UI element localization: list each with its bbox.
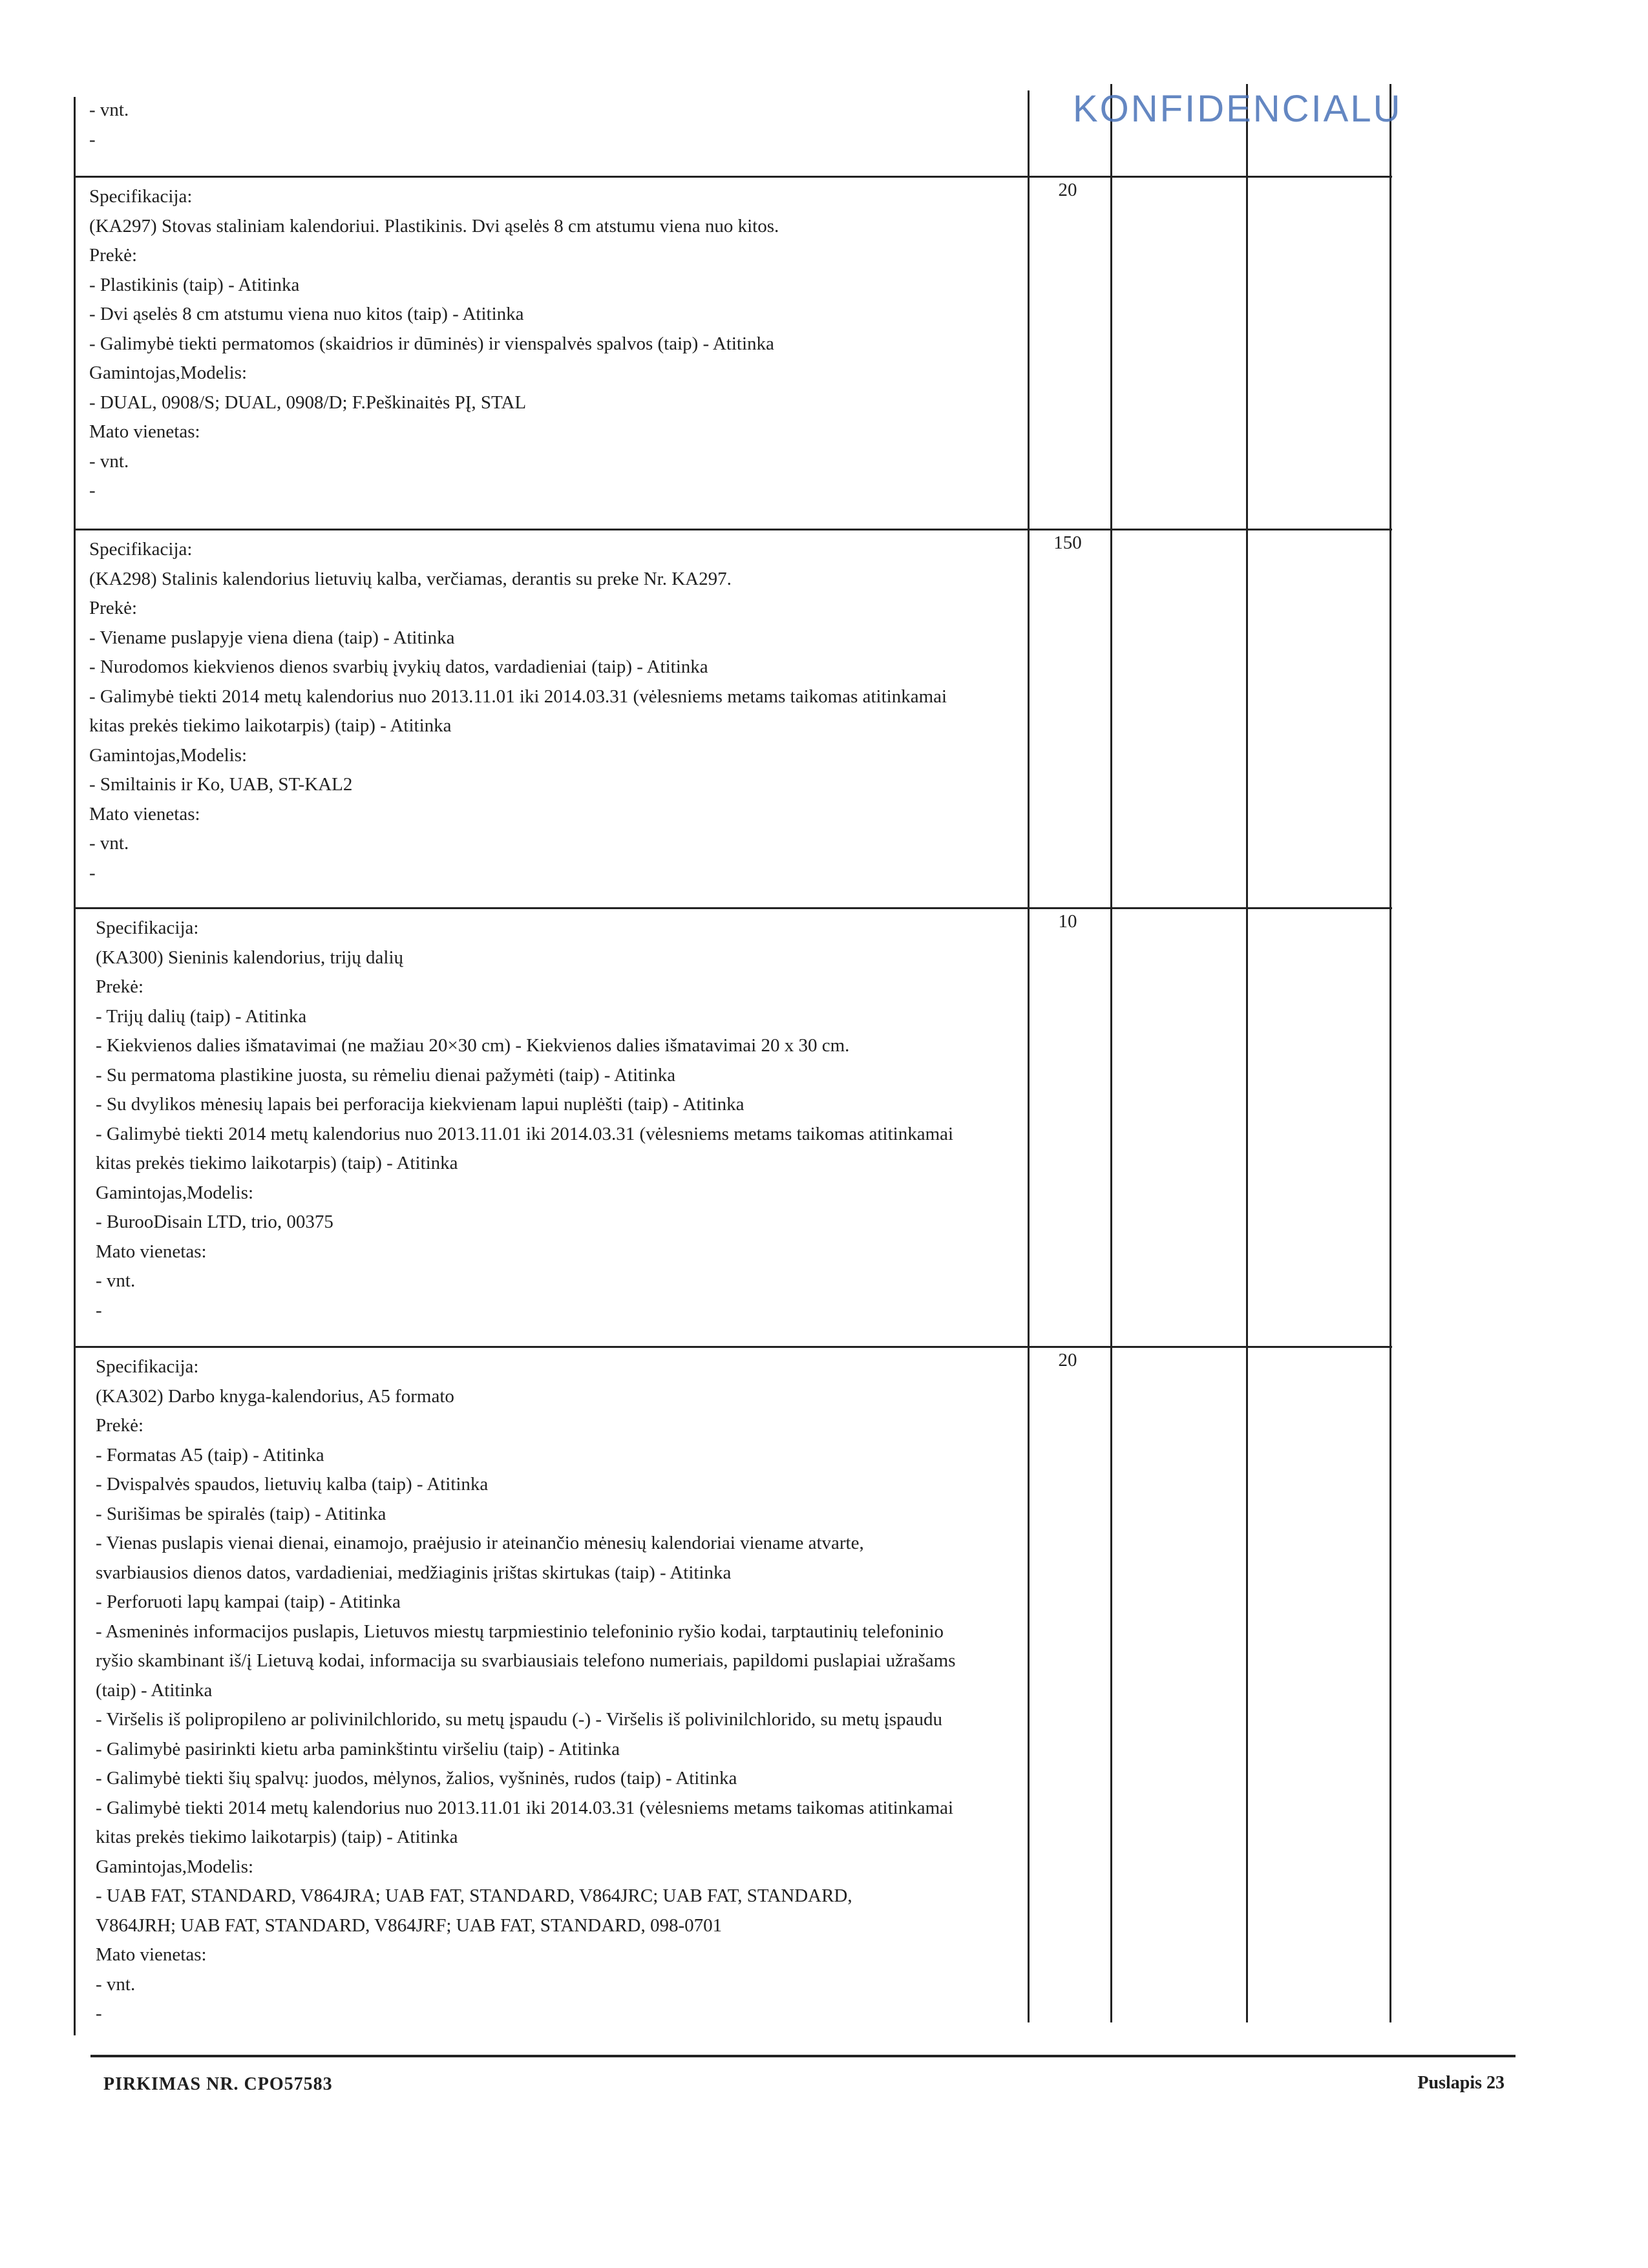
- spec-line: - Galimybė tiekti šių spalvų: juodos, mėlynos, žalios, vyšninės, rudos (taip) - Atitinka: [96, 1768, 737, 1789]
- spec-line: -: [89, 480, 96, 501]
- item-quantity: 20: [1058, 1350, 1077, 1370]
- spec-line: - Formatas A5 (taip) - Atitinka: [96, 1444, 324, 1465]
- spec-line: svarbiausios dienos datos, vardadieniai, medžiaginis įrištas skirtukas (taip) - Atitinka: [96, 1562, 732, 1583]
- spec-line: - Perforuoti lapų kampai (taip) - Atitinka: [96, 1591, 401, 1612]
- spec-line: Mato vienetas:: [96, 1241, 207, 1262]
- spec-line: - vnt.: [89, 450, 129, 472]
- spec-line: Specifikacija:: [89, 539, 193, 560]
- item-description: [89, 182, 1026, 506]
- spec-line: (KA302) Darbo knyga-kalendorius, A5 formato: [96, 1385, 454, 1407]
- spec-line: - Su permatoma plastikine juosta, su rėmeliu dienai pažymėti (taip) - Atitinka: [96, 1064, 676, 1086]
- spec-line: - Dvi ąselės 8 cm atstumu viena nuo kitos (taip) - Atitinka: [89, 304, 524, 324]
- spec-line: - Surišimas be spiralės (taip) - Atitinka: [96, 1503, 386, 1524]
- spec-line: -: [96, 1299, 102, 1321]
- fragment-line: -: [89, 129, 96, 150]
- spec-line: (KA298) Stalinis kalendorius lietuvių kalba, verčiamas, derantis su preke Nr. KA297.: [89, 568, 732, 589]
- spec-line: - Galimybė tiekti permatomos (skaidrios ir dūminės) ir vienspalvės spalvos (taip) - Atitinka: [89, 333, 774, 354]
- spec-line: -: [89, 862, 96, 883]
- spec-line: - Smiltainis ir Ko, UAB, ST-KAL2: [89, 774, 353, 795]
- spec-line: - Vienas puslapis vienai dienai, einamojo, praėjusio ir ateinančio mėnesių kalendoriai viename atvarte,: [96, 1533, 864, 1553]
- table-column-divider-2: [1110, 84, 1112, 2022]
- spec-line: - Nurodomos kiekvienos dienos svarbių įvykių datos, vardadieniai (taip) - Atitinka: [89, 656, 708, 677]
- spec-line: Mato vienetas:: [96, 1944, 207, 1965]
- spec-line: Gamintojas,Modelis:: [96, 1856, 254, 1877]
- spec-line: Gamintojas,Modelis:: [96, 1182, 254, 1203]
- item-quantity: 10: [1058, 911, 1077, 932]
- spec-line: Specifikacija:: [96, 1356, 199, 1377]
- spec-line: - Asmeninės informacijos puslapis, Lietuvos miestų tarpmiestinio telefoninio ryšio kodai, tarptautinių telefoninio: [96, 1621, 944, 1642]
- spec-line: Gamintojas,Modelis:: [89, 362, 248, 383]
- spec-line: - DUAL, 0908/S; DUAL, 0908/D; F.Peškinaitės PĮ, STAL: [89, 392, 527, 413]
- spec-line: -: [96, 2003, 102, 2024]
- item-quantity: 150: [1053, 532, 1082, 553]
- item-quantity: 20: [1058, 180, 1077, 200]
- spec-line: Prekė:: [89, 598, 138, 618]
- item-description: [89, 535, 1026, 888]
- spec-line: - Plastikinis (taip) - Atitinka: [89, 274, 300, 295]
- spec-line: - Galimybė tiekti 2014 metų kalendorius nuo 2013.11.01 iki 2014.03.31 (vėlesniems metams taikomas atitinkamai: [96, 1797, 954, 1818]
- spec-line: - Su dvylikos mėnesių lapais bei perforacija kiekvienam lapui nuplėšti (taip) - Atitinka: [96, 1094, 745, 1115]
- row-divider-4: [74, 1346, 1392, 1348]
- top-fragment: [89, 96, 1026, 154]
- row-divider-3: [74, 907, 1392, 909]
- spec-line: Specifikacija:: [96, 918, 199, 938]
- spec-line: (taip) - Atitinka: [96, 1679, 213, 1701]
- spec-line: Prekė:: [96, 976, 144, 997]
- spec-line: kitas prekės tiekimo laikotarpis) (taip) - Atitinka: [96, 1827, 458, 1847]
- footer-page-number: Puslapis 23: [1417, 2073, 1505, 2093]
- spec-line: - Galimybė pasirinkti kietu arba paminkštintu viršeliu (taip) - Atitinka: [96, 1738, 620, 1759]
- spec-line: Prekė:: [96, 1415, 144, 1436]
- spec-line: - Galimybė tiekti 2014 metų kalendorius nuo 2013.11.01 iki 2014.03.31 (vėlesniems metams taikomas atitinkamai: [96, 1123, 954, 1144]
- spec-line: - vnt.: [89, 833, 129, 854]
- spec-line: - vnt.: [96, 1270, 136, 1291]
- spec-line: - Dvispalvės spaudos, lietuvių kalba (taip) - Atitinka: [96, 1474, 489, 1495]
- spec-line: Gamintojas,Modelis:: [89, 744, 248, 766]
- spec-line: Specifikacija:: [89, 186, 193, 207]
- footer-rule: [90, 2055, 1516, 2057]
- row-divider-1: [74, 176, 1392, 178]
- spec-line: - Kiekvienos dalies išmatavimai (ne mažiau 20×30 cm) - Kiekvienos dalies išmatavimai 20 x 30 cm.: [96, 1035, 850, 1056]
- spec-line: - Viršelis iš polipropileno ar polivinilchlorido, su metų įspaudu (-) - Viršelis iš polivinilchlorido, su metų įspaudu: [96, 1709, 942, 1730]
- spec-line: kitas prekės tiekimo laikotarpis) (taip) - Atitinka: [89, 715, 452, 736]
- spec-line: V864JRH; UAB FAT, STANDARD, V864JRF; UAB FAT, STANDARD, 098-0701: [96, 1915, 723, 1936]
- spec-line: - Galimybė tiekti 2014 metų kalendorius nuo 2013.11.01 iki 2014.03.31 (vėlesniems metams taikomas atitinkamai: [89, 686, 947, 707]
- spec-line: Prekė:: [89, 245, 138, 266]
- item-description: [96, 914, 1033, 1325]
- spec-line: - Trijų dalių (taip) - Atitinka: [96, 1005, 307, 1027]
- spec-line: - UAB FAT, STANDARD, V864JRA; UAB FAT, STANDARD, V864JRC; UAB FAT, STANDARD,: [96, 1885, 852, 1906]
- table-column-divider-3: [1246, 84, 1248, 2022]
- table-right-border: [1389, 84, 1391, 2022]
- item-description: [96, 1352, 1033, 2029]
- spec-line: - BurooDisain LTD, trio, 00375: [96, 1212, 333, 1232]
- spec-line: Mato vienetas:: [89, 803, 200, 824]
- confidential-stamp: KONFIDENCIALU: [1073, 88, 1402, 130]
- spec-line: Mato vienetas:: [89, 421, 200, 442]
- spec-line: (KA297) Stovas staliniam kalendoriui. Plastikinis. Dvi ąselės 8 cm atstumu viena nuo kitos.: [89, 215, 779, 236]
- table-left-border: [74, 97, 76, 2035]
- spec-line: kitas prekės tiekimo laikotarpis) (taip) - Atitinka: [96, 1153, 458, 1173]
- footer-procurement-number: PIRKIMAS NR. CPO57583: [103, 2074, 333, 2094]
- row-divider-2: [74, 529, 1392, 530]
- spec-line: (KA300) Sieninis kalendorius, trijų dalių: [96, 947, 404, 968]
- spec-line: - vnt.: [96, 1973, 136, 1995]
- fragment-line: - vnt.: [89, 100, 129, 120]
- spec-line: ryšio skambinant iš/į Lietuvą kodai, informacija su svarbiausiais telefono numeriais, papildomi puslapiai užrašams: [96, 1650, 956, 1671]
- spec-line: - Viename puslapyje viena diena (taip) - Atitinka: [89, 627, 455, 648]
